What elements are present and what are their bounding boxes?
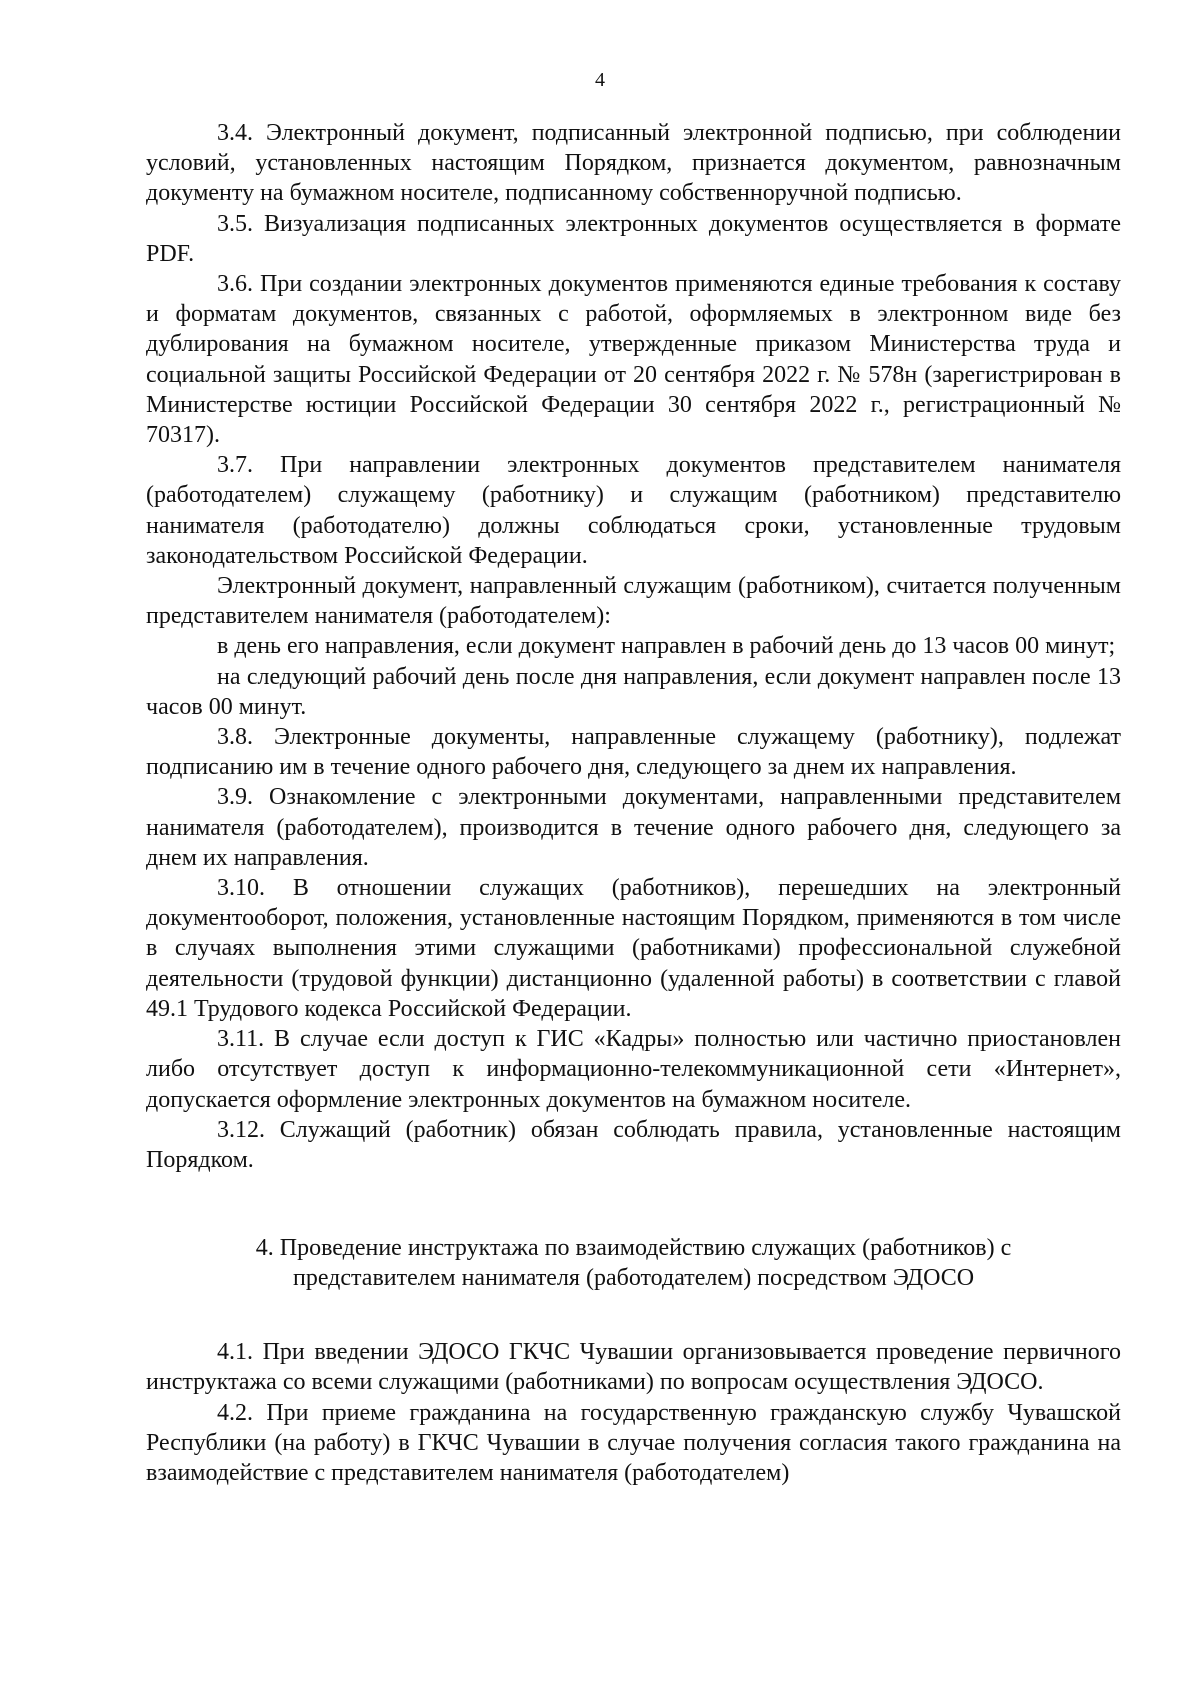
page-number: 4 — [595, 69, 605, 91]
paragraph-3-7: 3.7. При направлении электронных документов представителем нанимателя (работодателем) служащему (работнику) и служащим (работником) представителю нанимателя (работодателю) должны соблюдаться сроки, установленные трудовым законодательством Российской Федерации. — [146, 452, 1121, 569]
section-heading-line-1: 4. Проведение инструктажа по взаимодействию служащих (работников) с — [255, 1235, 1012, 1262]
paragraph-3-6: 3.6. При создании электронных документов применяются единые требования к составу и форматам документов, связанных с работой, оформляемых в электронном виде без дублирования на бумажном носителе, утвержденные приказом Министерства труда и социальной защиты Российской Федерации от 20 сентября 2022 г. № 578н (зарегистрирован в Министерстве юстиции Российской Федерации 30 сентября 2022 г., регистрационный № 70317). — [146, 271, 1121, 449]
paragraph-3-12: 3.12. Служащий (работник) обязан соблюдать правила, установленные настоящим Порядком. — [146, 1116, 1121, 1173]
paragraph-3-11: 3.11. В случае если доступ к ГИС «Кадры» полностью или частично приостановлен либо отсутствует доступ к информационно-телекоммуникационной сети «Интернет», допускается оформление электронных документов на бумажном носителе. — [146, 1026, 1121, 1113]
paragraph-same-day: в день его направления, если документ направлен в рабочий день до 13 часов 00 минут; — [217, 633, 1116, 660]
section-heading-line-2: представителем нанимателя (работодателем) посредством ЭДОСО — [292, 1265, 975, 1292]
paragraph-next-day: на следующий рабочий день после дня направления, если документ направлен после 13 часов 00 минут. — [146, 663, 1121, 720]
paragraph-3-8: 3.8. Электронные документы, направленные служащему (работнику), подлежат подписанию им в течение одного рабочего дня, следующего за днем их направления. — [146, 724, 1121, 781]
document-body — [146, 118, 1121, 1488]
section-heading — [146, 1233, 1121, 1293]
paragraph-3-5: 3.5. Визуализация подписанных электронных документов осуществляется в формате PDF. — [146, 210, 1121, 267]
paragraph-4-1: 4.1. При введении ЭДОСО ГКЧС Чувашии организовывается проведение первичного инструктажа со всеми служащими (работниками) по вопросам осуществления ЭДОСО. — [146, 1339, 1121, 1396]
paragraph-4-2: 4.2. При приеме гражданина на государственную гражданскую службу Чувашской Республики (на работу) в ГКЧС Чувашии в случае получения согласия такого гражданина на взаимодействие с представителем нанимателя (работодателем) — [146, 1399, 1121, 1486]
paragraph-3-10: 3.10. В отношении служащих (работников), перешедших на электронный документооборот, положения, установленные настоящим Порядком, применяются в том числе в случаях выполнения этими служащими (работниками) профессиональной служебной деятельности (трудовой функции) дистанционно (удаленной работы) в соответствии с главой 49.1 Трудового кодекса Российской Федерации. — [146, 875, 1121, 1022]
paragraph-3-9: 3.9. Ознакомление с электронными документами, направленными представителем нанимателя (работодателем), производится в течение одного рабочего дня, следующего за днем их направления. — [146, 784, 1121, 871]
paragraph-received: Электронный документ, направленный служащим (работником), считается полученным представителем нанимателя (работодателем): — [146, 573, 1121, 630]
paragraph-3-4: 3.4. Электронный документ, подписанный электронной подписью, при соблюдении условий, установленных настоящим Порядком, признается документом, равнозначным документу на бумажном носителе, подписанному собственноручной подписью. — [146, 120, 1121, 207]
